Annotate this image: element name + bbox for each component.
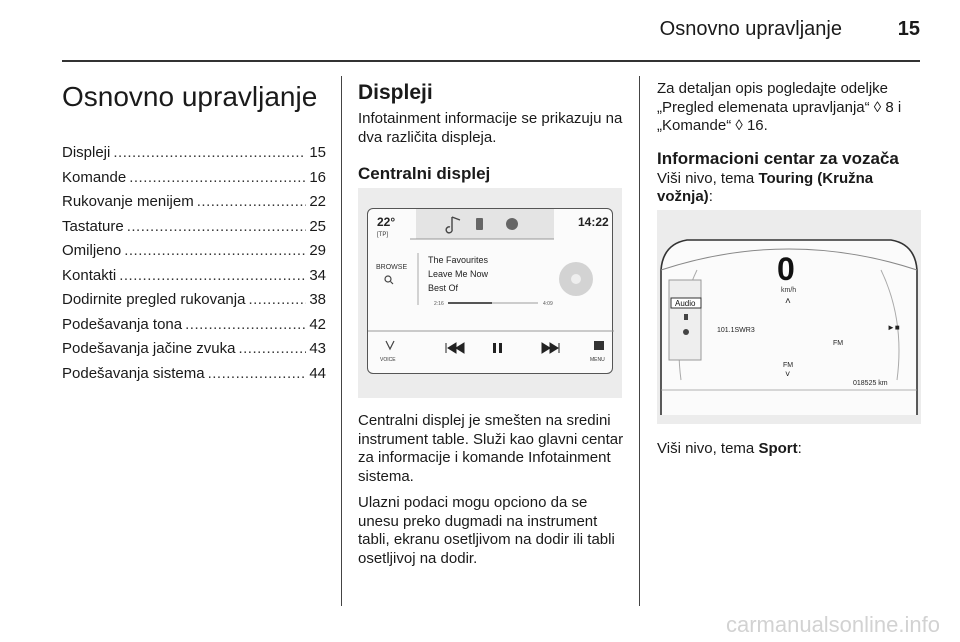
browse-label: BROWSE bbox=[376, 264, 408, 271]
toc-item[interactable] bbox=[62, 242, 326, 267]
phone-icon bbox=[684, 314, 688, 320]
toc-leader bbox=[113, 144, 306, 161]
toc-leader bbox=[127, 218, 307, 235]
section-heading: Displeji bbox=[358, 81, 433, 104]
sport-caption bbox=[657, 440, 921, 459]
toc-page: 38 bbox=[309, 291, 326, 308]
column-divider bbox=[639, 76, 640, 606]
toc-label: Komande bbox=[62, 168, 127, 186]
toc-label: Dodirnite pregled rukovanja bbox=[62, 291, 246, 308]
toc-label: Kontakti bbox=[62, 266, 117, 284]
theme-name: Touring (Kružna vožnja) bbox=[657, 169, 874, 205]
central-display-illustration bbox=[358, 188, 622, 398]
toc-item[interactable] bbox=[62, 267, 326, 292]
toc-leader bbox=[208, 365, 307, 382]
audio-label: Audio bbox=[675, 299, 696, 308]
bottom-band: FM bbox=[783, 362, 794, 369]
chapter-title: Osnovno upravljanje bbox=[62, 81, 318, 112]
toc-leader bbox=[197, 193, 307, 210]
down-chevron-icon: ˅ bbox=[785, 369, 791, 379]
toc-page: 43 bbox=[309, 340, 326, 357]
up-chevron-icon: ˄ bbox=[785, 296, 791, 307]
toc-page: 16 bbox=[309, 168, 326, 186]
reference-line: „Pregled elemenata upravljanja“ ◊ 8 i bbox=[657, 98, 902, 116]
toc-item[interactable] bbox=[62, 218, 326, 243]
station-name: 101.1SWR3 bbox=[717, 327, 755, 334]
toc-list bbox=[62, 144, 326, 389]
reference-line: Za detaljan opis pogledajte odeljke bbox=[657, 80, 888, 97]
colon: : bbox=[708, 188, 713, 205]
temperature: 22° bbox=[377, 215, 396, 229]
toc-item[interactable] bbox=[62, 291, 326, 316]
central-paragraph: Ulazni podaci mogu opciono da se unesu preko dugmadi na instrument tabli, ekranu osetljivom na dodir ili tabli osetljivoj na dodir. bbox=[358, 494, 615, 567]
menu-label: MENU bbox=[590, 357, 605, 363]
toc-label: Omiljeno bbox=[62, 242, 122, 259]
column-divider bbox=[341, 76, 342, 606]
speed-readout: 0 bbox=[777, 251, 795, 287]
toc-leader bbox=[238, 340, 306, 357]
odometer: 018525 km bbox=[853, 380, 888, 387]
running-title: Osnovno upravljanje bbox=[659, 18, 842, 40]
toc-page: 44 bbox=[309, 364, 326, 382]
central-display-heading: Centralni displej bbox=[358, 164, 491, 183]
toc-page: 22 bbox=[309, 193, 326, 210]
display-screen bbox=[367, 208, 613, 374]
track-artist: Leave Me Now bbox=[428, 269, 489, 279]
toc-item[interactable] bbox=[62, 169, 326, 194]
watermark: carmanualsonline.info bbox=[725, 612, 940, 637]
toc-label: Tastature bbox=[62, 217, 124, 235]
track-album: Best Of bbox=[428, 283, 459, 293]
next-icon bbox=[542, 343, 559, 353]
voice-icon bbox=[386, 341, 394, 349]
speed-unit: km/h bbox=[781, 287, 797, 294]
search-icon bbox=[385, 276, 391, 282]
nav-icon bbox=[683, 329, 689, 335]
toc-page: 15 bbox=[309, 144, 326, 161]
toc-label: Displeji bbox=[62, 144, 111, 161]
toc-item[interactable] bbox=[62, 144, 326, 169]
toc-page: 42 bbox=[309, 315, 326, 333]
toc-leader bbox=[185, 316, 306, 333]
clock: 14:22 bbox=[578, 215, 609, 229]
toc-label: Podešavanja tona bbox=[62, 315, 183, 333]
svg-text:4:09: 4:09 bbox=[543, 301, 553, 307]
toc-item[interactable] bbox=[62, 340, 326, 365]
nav-tab-icon bbox=[506, 218, 518, 230]
voice-label: VOICE bbox=[380, 357, 396, 363]
level-prefix: Viši nivo, tema bbox=[657, 169, 755, 187]
tp-indicator: [TP] bbox=[377, 232, 389, 238]
toc-item[interactable] bbox=[62, 316, 326, 341]
toc-page: 25 bbox=[309, 217, 326, 235]
toc-label: Podešavanja jačine zvuka bbox=[62, 340, 236, 357]
band-label: FM bbox=[833, 340, 844, 347]
central-display-text bbox=[358, 412, 624, 568]
svg-text:2:16: 2:16 bbox=[434, 301, 444, 307]
toc-label: Podešavanja sistema bbox=[62, 364, 205, 382]
colon: : bbox=[797, 440, 802, 457]
header-rule bbox=[62, 60, 920, 62]
displays-section bbox=[358, 80, 624, 185]
menu-icon bbox=[594, 341, 604, 350]
toc-page: 34 bbox=[309, 266, 326, 284]
page-number: 15 bbox=[897, 18, 920, 40]
phone-tab-icon bbox=[476, 218, 483, 230]
toc-leader bbox=[119, 267, 306, 284]
theme-name: Sport bbox=[758, 440, 798, 457]
intro-paragraph: Infotainment informacije se prikazuju na dva različita displeja. bbox=[358, 110, 623, 146]
media-icon: ►■ bbox=[887, 323, 900, 332]
toc-page: 29 bbox=[309, 242, 326, 259]
level-prefix: Viši nivo, tema bbox=[657, 440, 755, 457]
touring-caption bbox=[657, 170, 877, 207]
toc-leader bbox=[129, 169, 306, 186]
chapter-contents bbox=[62, 80, 326, 389]
toc-item[interactable] bbox=[62, 193, 326, 218]
toc-item[interactable] bbox=[62, 365, 326, 390]
previous-icon bbox=[446, 343, 464, 353]
progress-fill bbox=[448, 302, 492, 304]
reference-line: „Komande“ ◊ 16. bbox=[657, 117, 768, 134]
toc-leader bbox=[248, 291, 306, 308]
tab-bar bbox=[416, 209, 554, 239]
toc-leader bbox=[124, 242, 306, 259]
driver-info-section bbox=[657, 80, 921, 207]
cluster-illustration bbox=[657, 210, 921, 424]
running-head bbox=[0, 18, 960, 48]
toc-label: Rukovanje menijem bbox=[62, 193, 194, 210]
pause-icon bbox=[493, 343, 496, 353]
track-title: The Favourites bbox=[428, 255, 489, 265]
central-paragraph: Centralni displej je smešten na sredini instrument table. Služi kao glavni centar za informacije i komande Infotainment sistema. bbox=[358, 412, 624, 485]
driver-info-heading: Informacioni centar za vozača bbox=[657, 148, 899, 168]
